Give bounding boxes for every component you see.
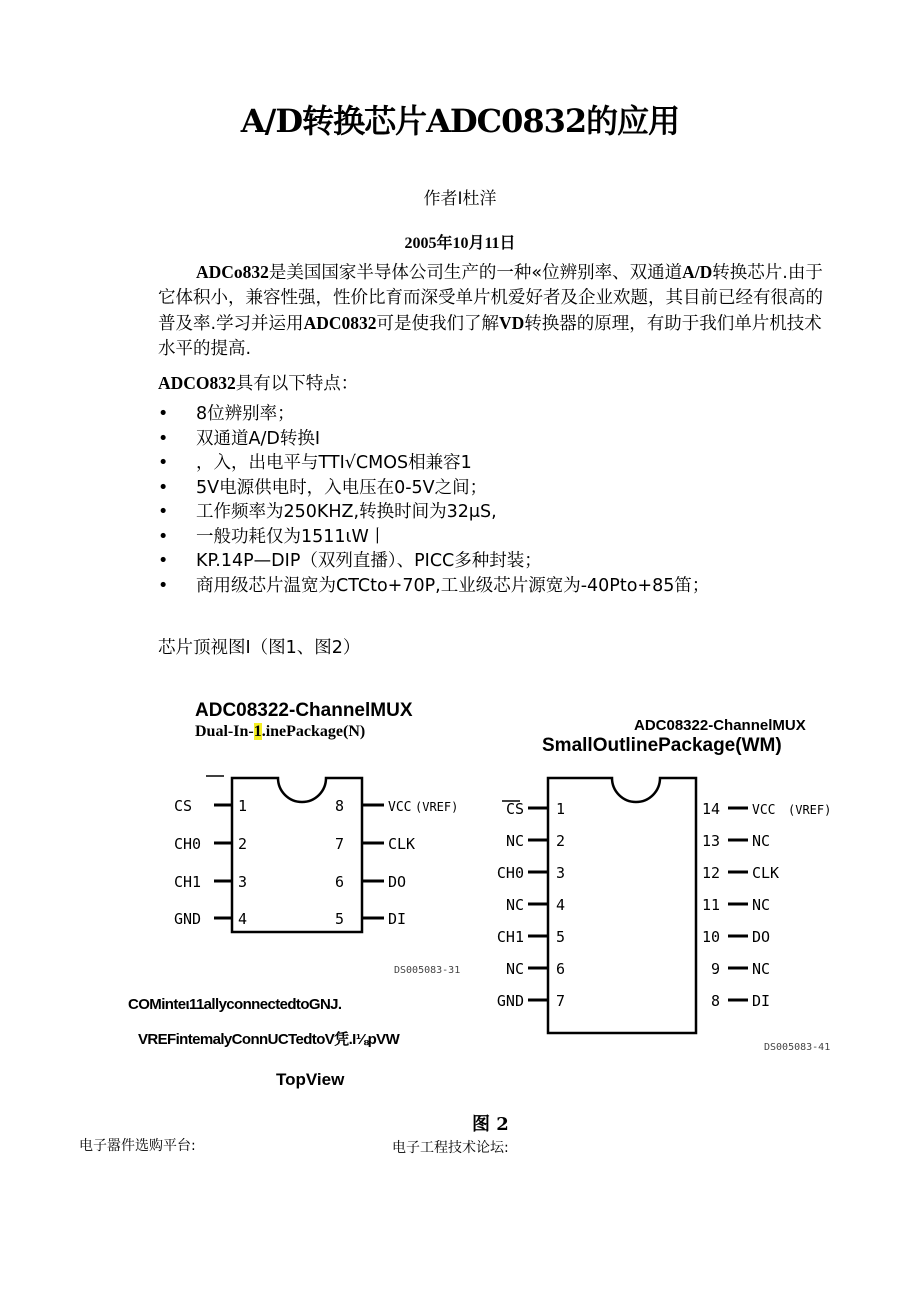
footer-engineering-forum: 电子工程技术论坛:	[392, 1140, 509, 1156]
dip-pin-number: 2	[238, 835, 248, 853]
intro-paragraph	[158, 260, 838, 362]
dip-pin-number: 3	[238, 873, 248, 891]
intro-text-2: 转换芯片.由于它体积小，兼容性强，性价比育而深受单片机爱好者及企业欢题，其目前已经有很高的普及率.学习并运用	[158, 263, 823, 334]
dip-pin-label: CS	[174, 797, 193, 815]
dip-title: ADC08322-ChannelMUX	[195, 700, 413, 721]
top-view-label: TopView	[276, 1070, 345, 1089]
soic-pin-label: GND	[496, 992, 524, 1010]
soic-left-pins	[497, 800, 565, 1010]
features-list	[158, 402, 858, 598]
soic-right-pins	[702, 800, 831, 1010]
features-intro-text: 具有以下特点：	[235, 374, 359, 394]
dip-pin-number: 1	[238, 797, 248, 815]
feature-item: • KP.14P—DIP（双列直播）、PICC多种封装；	[158, 549, 858, 574]
dip-pin-number: 4	[238, 910, 248, 928]
soic-pin-label: NC	[752, 960, 771, 978]
intro-text-3: 可是使我们了解	[376, 314, 499, 334]
soic-pin-number: 12	[701, 864, 720, 882]
soic-pin-label: CH0	[496, 864, 524, 882]
intro-ad: A/D	[682, 262, 713, 282]
soic-pin-label: NC	[505, 960, 524, 978]
intro-text-1: 是美国国家半导体公司生产的一种«位辨别率、双通道	[268, 263, 683, 283]
dip-subtitle-post: .inePackage(N)	[261, 723, 366, 740]
feature-item: • 双通道A/D转换I	[158, 427, 858, 452]
dip-pin-number: 7	[334, 835, 344, 853]
soic-pin-number: 6	[556, 960, 566, 978]
feature-item: • 5V电源供电时，入电压在0-5V之间；	[158, 476, 858, 501]
soic-pin-label: CS	[505, 800, 524, 818]
dip-right-pins	[335, 797, 458, 928]
intro-brand: ADCo832	[196, 262, 269, 282]
document-title: A/D转换芯片ADC0832的应用	[240, 102, 680, 140]
soic-title: ADC08322-ChannelMUX	[634, 717, 806, 734]
soic-pin-label: CLK	[752, 864, 780, 882]
soic-pin-label: NC	[752, 896, 771, 914]
soic-pin-label: DO	[752, 928, 771, 946]
dip-pinout-diagram	[170, 770, 470, 980]
soic-subtitle: SmallOutlinePackage(WM)	[542, 735, 782, 756]
features-intro-model: ADCO832	[158, 373, 236, 393]
dip-pin-number: 5	[334, 910, 344, 928]
soic-pin-number: 4	[556, 896, 566, 914]
soic-pin-label: NC	[752, 832, 771, 850]
dip-pin-label: CH0	[174, 835, 202, 853]
dip-pin-label: CLK	[388, 835, 416, 853]
soic-pin-number: 7	[556, 992, 566, 1010]
dip-pin-label: CH1	[174, 873, 202, 891]
dip-subtitle-highlight: 1	[253, 723, 262, 740]
com-note: COMinteι11allyconnectedtoGNJ.	[128, 996, 342, 1013]
dip-subtitle-pre: Dual-In-	[195, 723, 254, 740]
soic-pin-number: 13	[701, 832, 720, 850]
dip-pin-number: 6	[334, 873, 344, 891]
intro-vd: VD	[498, 313, 525, 333]
dip-figure-code: DS005083-31	[394, 965, 461, 976]
soic-pin-number: 3	[556, 864, 566, 882]
intro-text-4: 转换器的原理，有助于我们单片机技术水平的提高.	[158, 314, 822, 359]
soic-pin-number: 14	[701, 800, 720, 818]
dip-left-pins	[174, 797, 247, 928]
soic-pin-number: 2	[556, 832, 566, 850]
soic-pin-number: 9	[710, 960, 720, 978]
soic-pin-number: 8	[710, 992, 720, 1010]
features-intro	[158, 370, 358, 395]
soic-pin-ref: (VREF)	[788, 803, 832, 817]
feature-item: • 一般功耗仅为1511ιW丨	[158, 525, 858, 550]
feature-item: • ，入，出电平与TTI√CMOS相兼容1	[158, 451, 858, 476]
soic-pin-label: NC	[505, 896, 524, 914]
soic-pin-number: 10	[701, 928, 720, 946]
soic-pin-label: CH1	[496, 928, 524, 946]
dip-pin-label: DO	[388, 873, 407, 891]
soic-pin-number: 1	[556, 800, 566, 818]
soic-pin-label: DI	[752, 992, 771, 1010]
feature-item: • 商用级芯片温宽为CTCto+70P,工业级芯片源宽为-40Pto+85笛；	[158, 574, 858, 599]
feature-item: • 8位辨别率；	[158, 402, 858, 427]
intro-model: ADC0832	[303, 313, 377, 333]
soic-pin-label: NC	[505, 832, 524, 850]
soic-chip-body	[548, 778, 696, 1033]
date-line: 2005年10月11日	[404, 235, 516, 252]
soic-pin-label: VCC	[752, 803, 776, 818]
dip-pin-label: VCC	[388, 800, 412, 815]
feature-item: • 工作频率为250KHZ,转换时间为32μS,	[158, 500, 858, 525]
soic-pinout-diagram	[486, 770, 856, 1060]
figure-2-label: 图 2	[472, 1114, 509, 1135]
figure-caption: 芯片顶视图I（图1、图2）	[158, 638, 361, 658]
dip-pin-label: GND	[174, 910, 202, 928]
dip-pin-label: DI	[388, 910, 407, 928]
soic-pin-number: 11	[701, 896, 720, 914]
dip-subtitle	[195, 723, 365, 741]
dip-pin-ref: (VREF)	[415, 800, 459, 814]
soic-figure-code: DS005083-41	[764, 1042, 831, 1053]
vref-note: VREFintemalyConnUCTedtoV凭.I⅛pVW	[138, 1031, 400, 1048]
author-line: 作者I杜洋	[423, 189, 497, 209]
footer-component-platform: 电子嚣件选购平台:	[79, 1138, 196, 1154]
soic-pin-number: 5	[556, 928, 566, 946]
dip-pin-number: 8	[334, 797, 344, 815]
